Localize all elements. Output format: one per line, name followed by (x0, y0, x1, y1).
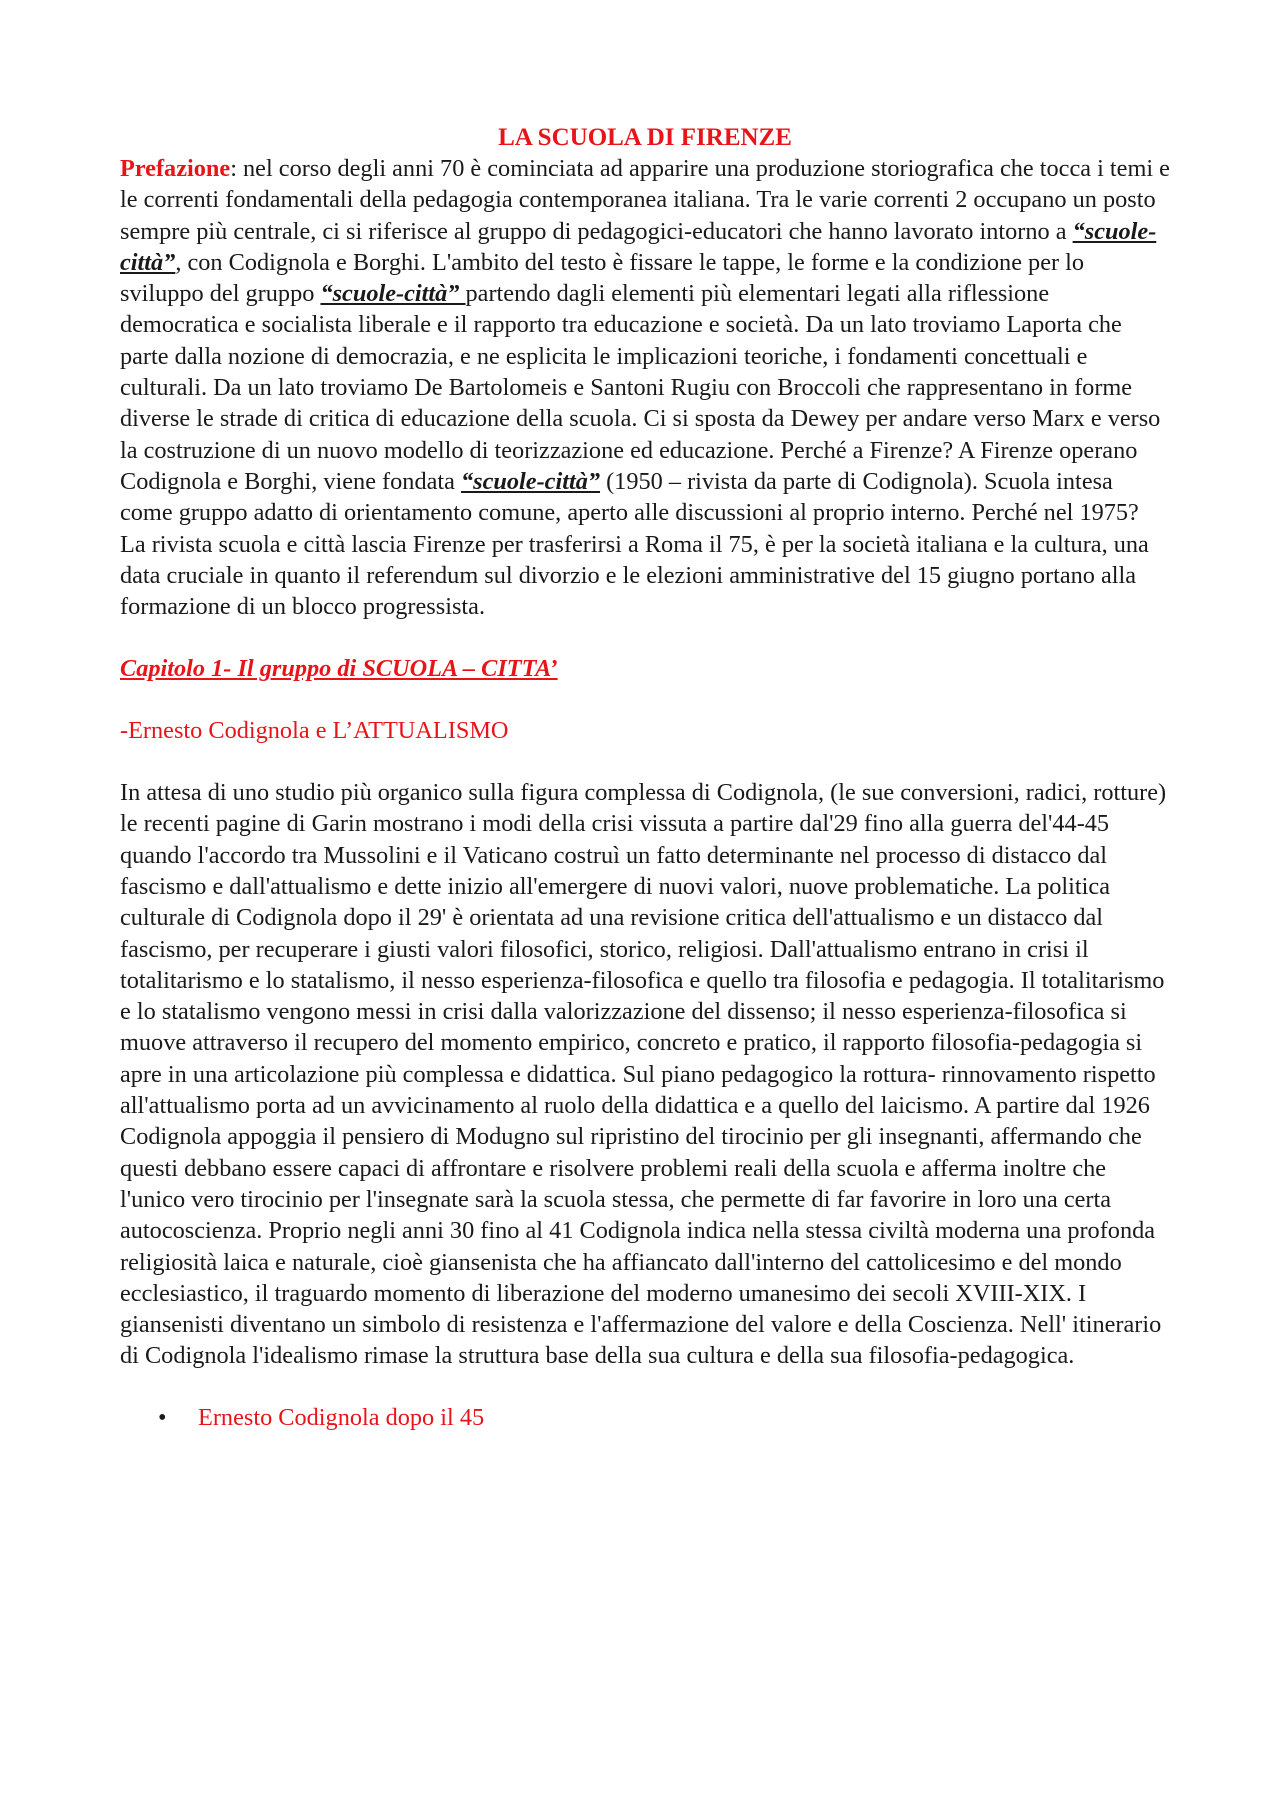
bullet-marker: • (158, 1403, 167, 1431)
section-heading: -Ernesto Codignola e L’ATTUALISMO (120, 716, 509, 744)
preface-text-2: , con Codignola e Borghi. L'ambito del testo è fissare le tappe, le forme e la condizione per lo sviluppo del gruppo (120, 248, 1085, 308)
scuole-citta-term-2: “scuole-città” (320, 280, 466, 308)
scuole-citta-term-3: “scuole-città” (461, 467, 601, 495)
scuole-citta-term-1: “scuole-città” (120, 217, 1157, 276)
document-page (120, 122, 1170, 1433)
preface-text-4: (1950 – rivista da parte di Codignola). Scuola intesa come gruppo adatto di orientamento comune, aperto alle discussioni al proprio interno. Perché nel 1975? La rivista scuola e città lascia Firenze per trasferirsi a Roma il 75, è per la società italiana e la cultura, una data cruciale in quanto il referendum sul divorzio e le elezioni amministrative del 15 giugno portano alla formazione di un blocco progressista. (120, 467, 1149, 621)
section-body-paragraph: In attesa di uno studio più organico sulla figura complessa di Codignola, (le sue conversioni, radici, rotture) le recenti pagine di Garin mostrano i modi della crisi vissuta a partire dal'29 fino alla guerra del'44-45 quando l'accordo tra Mussolini e il Vaticano costruì un fatto determinante nel processo di distacco dal fascismo e dall'attualismo e dette inizio all'emergere di nuovi valori, nuove problematiche. La politica culturale di Codignola dopo il 29' è orientata ad una revisione critica dell'attualismo e un distacco dal fascismo, per recuperare i giusti valori filosofici, storico, religiosi. Dall'attualismo entrano in crisi il totalitarismo e lo statalismo, il nesso esperienza-filosofica e quello tra filosofia e pedagogia. Il totalitarismo e lo statalismo vengono messi in crisi dalla valorizzazione del dissenso; il nesso esperienza-filosofica si muove attraverso il recupero del momento empirico, concreto e pratico, il rapporto filosofia-pedagogia si apre in una articolazione più complessa e didattica. Sul piano pedagogico la rottura- rinnovamento rispetto all'attualismo porta ad un avvicinamento al ruolo della didattica e a quello del laicismo. A partire dal 1926 Codignola appoggia il pensiero di Modugno sul ripristino del tirocinio per gli insegnanti, affermando che questi debbano essere capaci di affrontare e risolvere problemi reali della scuola e afferma inoltre che l'unico vero tirocinio per l'insegnate sarà la scuola stessa, che permette di far favorire in loro una certa autocoscienza. Proprio negli anni 30 fino al 41 Codignola indica nella stessa civiltà moderna una profonda religiosità laica e naturale, cioè giansenista che ha affiancato dall'interno del cattolicesimo e del mondo ecclesiastico, il traguardo momento di liberazione del moderno umanesimo dei secoli XVIII-XIX. I giansenisti diventano un simbolo di resistenza e l'affermazione del valore e della Coscienza. Nell' itinerario di Codignola l'idealismo rimase la struttura base della sua cultura e della sua filosofia-pedagogica. (120, 779, 1167, 1370)
bullet-list (120, 1402, 1170, 1433)
page-title: LA SCUOLA DI FIRENZE (498, 124, 792, 151)
list-item-text: Ernesto Codignola dopo il 45 (198, 1403, 485, 1431)
chapter-heading: Capitolo 1- Il gruppo di SCUOLA – CITTA’ (120, 655, 558, 683)
preface-paragraph (120, 153, 1170, 622)
preface-text-1: : nel corso degli anni 70 è cominciata ad apparire una produzione storiografica che tocca i temi e le correnti fondamentali della pedagogia contemporanea italiana. Tra le varie correnti 2 occupano un posto sempre più centrale, ci si riferisce al gruppo di pedagogici-educatori che hanno lavorato intorno a (120, 155, 1170, 245)
preface-label: Prefazione (120, 155, 231, 182)
list-item (120, 1402, 1170, 1433)
preface-text-3: partendo dagli elementi più elementari legati alla riflessione democratica e socialista liberale e il rapporto tra educazione e società. Da un lato troviamo Laporta che parte dalla nozione di democrazia, e ne esplicita le implicazioni teoriche, i fondamenti concettuali e culturali. Da un lato troviamo De Bartolomeis e Santoni Rugiu con Broccoli che rappresentano in forme diverse le strade di critica di educazione della scuola. Ci si sposta da Dewey per andare verso Marx e verso la costruzione di un nuovo modello di teorizzazione ed educazione. Perché a Firenze? A Firenze operano Codignola e Borghi, viene fondata (120, 280, 1161, 495)
